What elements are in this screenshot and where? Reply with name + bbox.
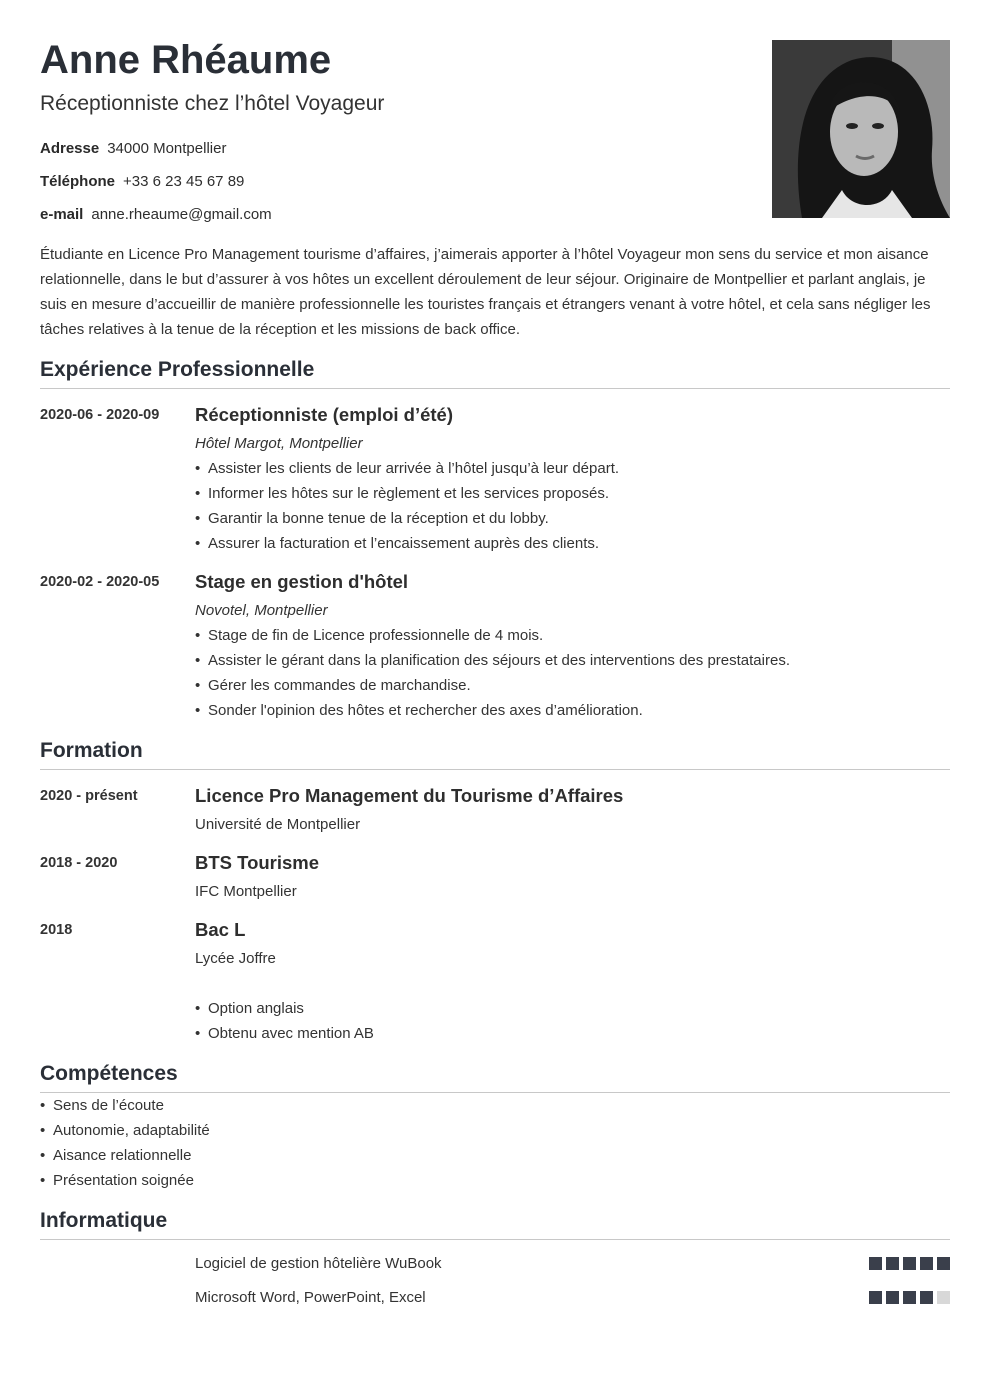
profile-photo (772, 40, 950, 218)
entry-date: 2018 - 2020 (40, 855, 118, 871)
entry-body (195, 570, 950, 723)
experience-section (40, 356, 950, 723)
level-square-filled (886, 1291, 899, 1304)
entry-title: Licence Pro Management du Tourisme d’Affaires (195, 785, 624, 806)
skills-list (40, 1093, 950, 1193)
level-square-filled (869, 1291, 882, 1304)
entry-bullets (195, 623, 950, 723)
it-skill-label: Logiciel de gestion hôtelière WuBook (195, 1254, 442, 1272)
level-square-empty (937, 1291, 950, 1304)
list-item: • Assurer la facturation et l’encaissement auprès des clients. (195, 531, 950, 556)
entry-date: 2020 - présent (40, 788, 138, 804)
skill-level-dots (869, 1257, 950, 1270)
contact-label: Adresse (40, 140, 100, 157)
contact-value: anne.rheaume@gmail.com (91, 206, 272, 223)
candidate-name: Anne Rhéaume (40, 38, 332, 82)
list-item: • Sonder l'opinion des hôtes et rechercher des axes d’amélioration. (195, 698, 950, 723)
resume-header (40, 38, 950, 228)
list-item: • Informer les hôtes sur le règlement et les services proposés. (195, 481, 950, 506)
level-square-filled (920, 1291, 933, 1304)
it-section (40, 1207, 950, 1314)
list-item: • Sens de l’écoute (40, 1093, 950, 1118)
section-title: Expérience Professionnelle (40, 356, 950, 389)
level-square-filled (920, 1257, 933, 1270)
level-square-filled (886, 1257, 899, 1270)
list-item: • Stage de fin de Licence professionnelle de 4 mois. (195, 623, 950, 648)
list-item: • Garantir la bonne tenue de la réception et du lobby. (195, 506, 950, 531)
it-skill-row (195, 1246, 950, 1280)
entry-title: Bac L (195, 919, 246, 940)
entry-body (195, 851, 950, 904)
entry-title: Réceptionniste (emploi d’été) (195, 404, 454, 425)
entry-org: Hôtel Margot, Montpellier (195, 435, 363, 452)
list-item: • Obtenu avec mention AB (195, 1021, 950, 1046)
portrait-image (772, 40, 950, 218)
experience-entry (40, 570, 950, 723)
level-square-filled (869, 1257, 882, 1270)
list-item: • Aisance relationnelle (40, 1143, 950, 1168)
entry-org: Université de Montpellier (195, 816, 361, 833)
it-skill-label: Microsoft Word, PowerPoint, Excel (195, 1288, 426, 1306)
profile-summary: Étudiante en Licence Pro Management tourisme d’affaires, j’aimerais apporter à l’hôtel Voyageur mon sens du service et mon aisance relationnelle, dans le but d’assurer à vos hôtes un excellent déroulement de leur séjour. Originaire de Montpellier et parlant anglais, je suis en mesure d’accueillir de manière professionnelle les touristes français et étrangers venant à votre hôtel, et cela sans négliger les tâches relatives à la tenue de la réception et les missions de back office. (40, 246, 931, 338)
entry-date: 2018 (40, 922, 73, 938)
list-item: • Autonomie, adaptabilité (40, 1118, 950, 1143)
skill-level-dots (869, 1291, 950, 1304)
education-section (40, 737, 950, 1046)
experience-entry (40, 403, 950, 556)
entry-date: 2020-02 - 2020-05 (40, 574, 160, 590)
education-entry (40, 851, 950, 904)
entry-body (195, 784, 950, 837)
contact-value: +33 6 23 45 67 89 (123, 173, 245, 190)
entry-body (195, 918, 950, 1046)
candidate-role: Réceptionniste chez l’hôtel Voyageur (40, 92, 385, 115)
entry-body (195, 403, 950, 556)
section-title: Formation (40, 737, 950, 770)
education-entry (40, 784, 950, 837)
level-square-filled (903, 1291, 916, 1304)
education-entry (40, 918, 950, 1046)
list-item: • Option anglais (195, 996, 950, 1021)
it-skill-row (195, 1280, 950, 1314)
contact-value: 34000 Montpellier (107, 140, 227, 157)
list-item: • Assister le gérant dans la planification des séjours et des interventions des prestataires. (195, 648, 950, 673)
list-item: • Présentation soignée (40, 1168, 950, 1193)
entry-bullets (195, 456, 950, 556)
section-title: Informatique (40, 1207, 950, 1240)
level-square-filled (937, 1257, 950, 1270)
entry-org: Novotel, Montpellier (195, 602, 328, 619)
section-title: Compétences (40, 1060, 950, 1093)
list-item: • Gérer les commandes de marchandise. (195, 673, 950, 698)
entry-bullets (195, 996, 950, 1046)
entry-title: BTS Tourisme (195, 852, 320, 873)
level-square-filled (903, 1257, 916, 1270)
entry-org: IFC Montpellier (195, 883, 297, 900)
contact-label: e-mail (40, 206, 84, 223)
entry-org: Lycée Joffre (195, 950, 276, 967)
list-item: • Assister les clients de leur arrivée à l’hôtel jusqu’à leur départ. (195, 456, 950, 481)
skills-section (40, 1060, 950, 1193)
contact-label: Téléphone (40, 173, 116, 190)
entry-title: Stage en gestion d'hôtel (195, 571, 409, 592)
entry-date: 2020-06 - 2020-09 (40, 407, 160, 423)
